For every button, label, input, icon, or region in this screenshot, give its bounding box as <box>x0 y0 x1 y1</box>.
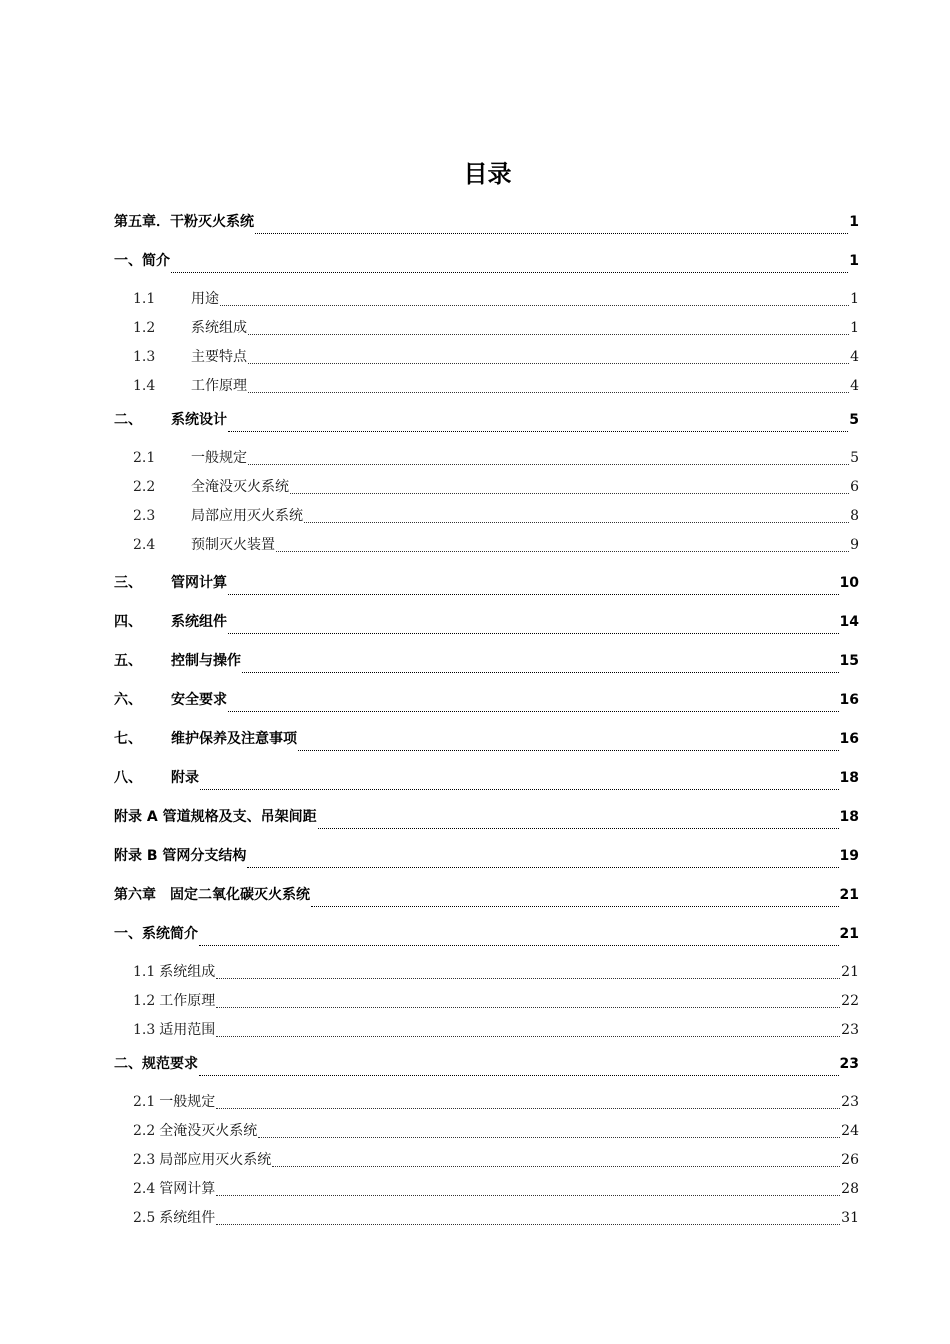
toc-entry-label: 主要特点 <box>191 349 247 365</box>
dot-leader <box>171 272 848 273</box>
toc-entry-page: 1 <box>850 291 859 307</box>
toc-entry[interactable] <box>114 242 859 281</box>
toc-entry-label: 二、规范要求 <box>114 1056 198 1072</box>
dot-leader <box>248 363 849 364</box>
dot-leader <box>216 978 840 979</box>
toc-entry-label: 一般规定 <box>191 450 247 466</box>
toc-entry-number: 2.1 <box>133 450 156 466</box>
toc-entry-page: 21 <box>841 964 859 980</box>
toc-entry[interactable] <box>114 314 859 343</box>
toc-entry-label: 第六章 固定二氧化碳灭火系统 <box>114 887 310 903</box>
toc-entry-number: 2.3 <box>133 1152 156 1168</box>
toc-entry-page: 18 <box>839 809 859 825</box>
dot-leader <box>216 1224 840 1225</box>
toc-entry-number: 五、 <box>114 653 142 669</box>
toc-entry-label: 局部应用灭火系统 <box>159 1152 272 1168</box>
toc-entry-number: 七、 <box>114 731 142 747</box>
dot-leader <box>272 1166 840 1167</box>
toc-entry-page: 1 <box>850 320 859 336</box>
toc-entry[interactable] <box>114 759 859 798</box>
dot-leader <box>258 1137 840 1138</box>
toc-entry-number: 八、 <box>114 770 142 786</box>
toc-entry-number: 1.2 <box>133 320 156 336</box>
toc-entry-label: 系统设计 <box>171 412 227 428</box>
toc-entry-page: 21 <box>839 926 859 942</box>
toc-entry[interactable] <box>114 1146 859 1175</box>
toc-entry-page: 22 <box>841 993 859 1009</box>
toc-entry[interactable] <box>114 603 859 642</box>
toc-entry-page: 1 <box>849 253 859 269</box>
toc-entry-page: 8 <box>850 508 859 524</box>
toc-entry-label: 系统组成 <box>191 320 247 336</box>
page-title: 目录 <box>463 160 512 188</box>
toc-entry[interactable] <box>114 876 859 915</box>
toc-entry-page: 16 <box>839 692 859 708</box>
toc-entry-number: 2.3 <box>133 508 156 524</box>
dot-leader <box>228 633 839 634</box>
toc-entry-page: 19 <box>839 848 859 864</box>
toc-entry-label: 局部应用灭火系统 <box>191 508 303 524</box>
toc-entry-label: 一般规定 <box>159 1094 216 1110</box>
toc-entry-page: 23 <box>841 1022 859 1038</box>
toc-entry-label: 一、简介 <box>114 253 170 269</box>
toc-entry-number: 2.2 <box>133 1123 156 1139</box>
dot-leader <box>248 334 849 335</box>
toc-entry[interactable] <box>114 372 859 401</box>
dot-leader <box>216 1007 840 1008</box>
toc-entry[interactable] <box>114 837 859 876</box>
toc-entry-number: 1.3 <box>133 1022 156 1038</box>
dot-leader <box>318 828 839 829</box>
toc-entry[interactable] <box>114 1204 859 1233</box>
toc-entry[interactable] <box>114 1175 859 1204</box>
toc-entry[interactable] <box>114 720 859 759</box>
dot-leader <box>220 305 849 306</box>
toc-entry-label: 适用范围 <box>159 1022 216 1038</box>
dot-leader <box>216 1108 840 1109</box>
table-of-contents <box>114 203 859 1233</box>
toc-entry-page: 18 <box>839 770 859 786</box>
toc-entry-page: 23 <box>841 1094 859 1110</box>
toc-entry-number: 三、 <box>114 575 142 591</box>
toc-entry-page: 9 <box>850 537 859 553</box>
toc-entry-number: 1.3 <box>133 349 156 365</box>
toc-entry-page: 24 <box>841 1123 859 1139</box>
toc-entry-page: 14 <box>839 614 859 630</box>
toc-entry-page: 5 <box>849 412 859 428</box>
dot-leader <box>255 233 848 234</box>
toc-entry-page: 1 <box>849 214 859 230</box>
dot-leader <box>228 594 839 595</box>
toc-entry-page: 15 <box>839 653 859 669</box>
toc-entry[interactable] <box>114 642 859 681</box>
toc-entry-page: 5 <box>850 450 859 466</box>
dot-leader <box>200 789 839 790</box>
toc-entry-number: 1.1 <box>133 964 156 980</box>
toc-entry-number: 1.2 <box>133 993 156 1009</box>
toc-entry-page: 4 <box>850 349 859 365</box>
toc-entry-number: 2.4 <box>133 1181 156 1197</box>
dot-leader <box>276 551 849 552</box>
toc-entry-label: 一、系统简介 <box>114 926 198 942</box>
dot-leader <box>248 464 849 465</box>
toc-entry-label: 管网计算 <box>159 1181 216 1197</box>
toc-entry-page: 31 <box>841 1210 859 1226</box>
dot-leader <box>216 1195 840 1196</box>
dot-leader <box>298 750 839 751</box>
toc-entry[interactable] <box>114 1016 859 1045</box>
toc-entry[interactable] <box>114 343 859 372</box>
toc-entry[interactable] <box>114 798 859 837</box>
toc-entry-page: 21 <box>839 887 859 903</box>
toc-entry-number: 六、 <box>114 692 142 708</box>
dot-leader <box>311 906 839 907</box>
toc-entry-label: 系统组件 <box>171 614 227 630</box>
toc-entry-label: 系统组件 <box>159 1210 216 1226</box>
toc-entry-number: 1.1 <box>133 291 156 307</box>
dot-leader <box>248 392 849 393</box>
dot-leader <box>199 945 839 946</box>
toc-entry-label: 安全要求 <box>171 692 227 708</box>
toc-entry-label: 用途 <box>191 291 219 307</box>
dot-leader <box>228 431 848 432</box>
toc-entry-page: 23 <box>839 1056 859 1072</box>
toc-entry[interactable] <box>114 203 859 242</box>
toc-entry-number: 1.4 <box>133 378 156 394</box>
toc-entry[interactable] <box>114 531 859 560</box>
toc-entry[interactable] <box>114 1117 859 1146</box>
toc-entry-number: 2.5 <box>133 1210 156 1226</box>
toc-entry[interactable] <box>114 1045 859 1084</box>
toc-entry-number: 2.1 <box>133 1094 156 1110</box>
toc-entry-label: 工作原理 <box>191 378 247 394</box>
toc-entry-page: 16 <box>839 731 859 747</box>
toc-entry-page: 28 <box>841 1181 859 1197</box>
toc-entry[interactable] <box>114 473 859 502</box>
dot-leader <box>216 1036 840 1037</box>
toc-entry-number: 四、 <box>114 614 142 630</box>
toc-entry-number: 2.2 <box>133 479 156 495</box>
toc-entry[interactable] <box>114 958 859 987</box>
toc-entry[interactable] <box>114 502 859 531</box>
toc-entry[interactable] <box>114 1088 859 1117</box>
toc-entry-label: 第五章．干粉灭火系统 <box>114 214 254 230</box>
toc-entry-label: 管网计算 <box>171 575 227 591</box>
toc-entry-label: 全淹没灭火系统 <box>159 1123 258 1139</box>
toc-entry-label: 系统组成 <box>159 964 216 980</box>
toc-entry-label: 控制与操作 <box>171 653 241 669</box>
toc-entry-number: 二、 <box>114 412 142 428</box>
dot-leader <box>242 672 839 673</box>
toc-entry[interactable] <box>114 285 859 314</box>
toc-entry-label: 全淹没灭火系统 <box>191 479 289 495</box>
toc-entry-label: 工作原理 <box>159 993 216 1009</box>
toc-entry-label: 附录 B 管网分支结构 <box>114 848 247 864</box>
toc-entry-page: 10 <box>839 575 859 591</box>
toc-entry[interactable] <box>114 987 859 1016</box>
toc-entry-label: 预制灭火装置 <box>191 537 275 553</box>
dot-leader <box>199 1075 839 1076</box>
toc-entry[interactable] <box>114 564 859 603</box>
dot-leader <box>304 522 849 523</box>
toc-entry[interactable] <box>114 915 859 954</box>
dot-leader <box>247 867 838 868</box>
toc-entry-label: 附录 A 管道规格及支、吊架间距 <box>114 809 317 825</box>
toc-entry-page: 6 <box>850 479 859 495</box>
dot-leader <box>228 711 839 712</box>
toc-entry[interactable] <box>114 401 859 440</box>
toc-entry-number: 2.4 <box>133 537 156 553</box>
dot-leader <box>290 493 849 494</box>
toc-entry-label: 维护保养及注意事项 <box>171 731 297 747</box>
toc-entry-label: 附录 <box>171 770 199 786</box>
toc-entry-page: 26 <box>841 1152 859 1168</box>
toc-entry[interactable] <box>114 444 859 473</box>
toc-entry[interactable] <box>114 681 859 720</box>
toc-entry-page: 4 <box>850 378 859 394</box>
